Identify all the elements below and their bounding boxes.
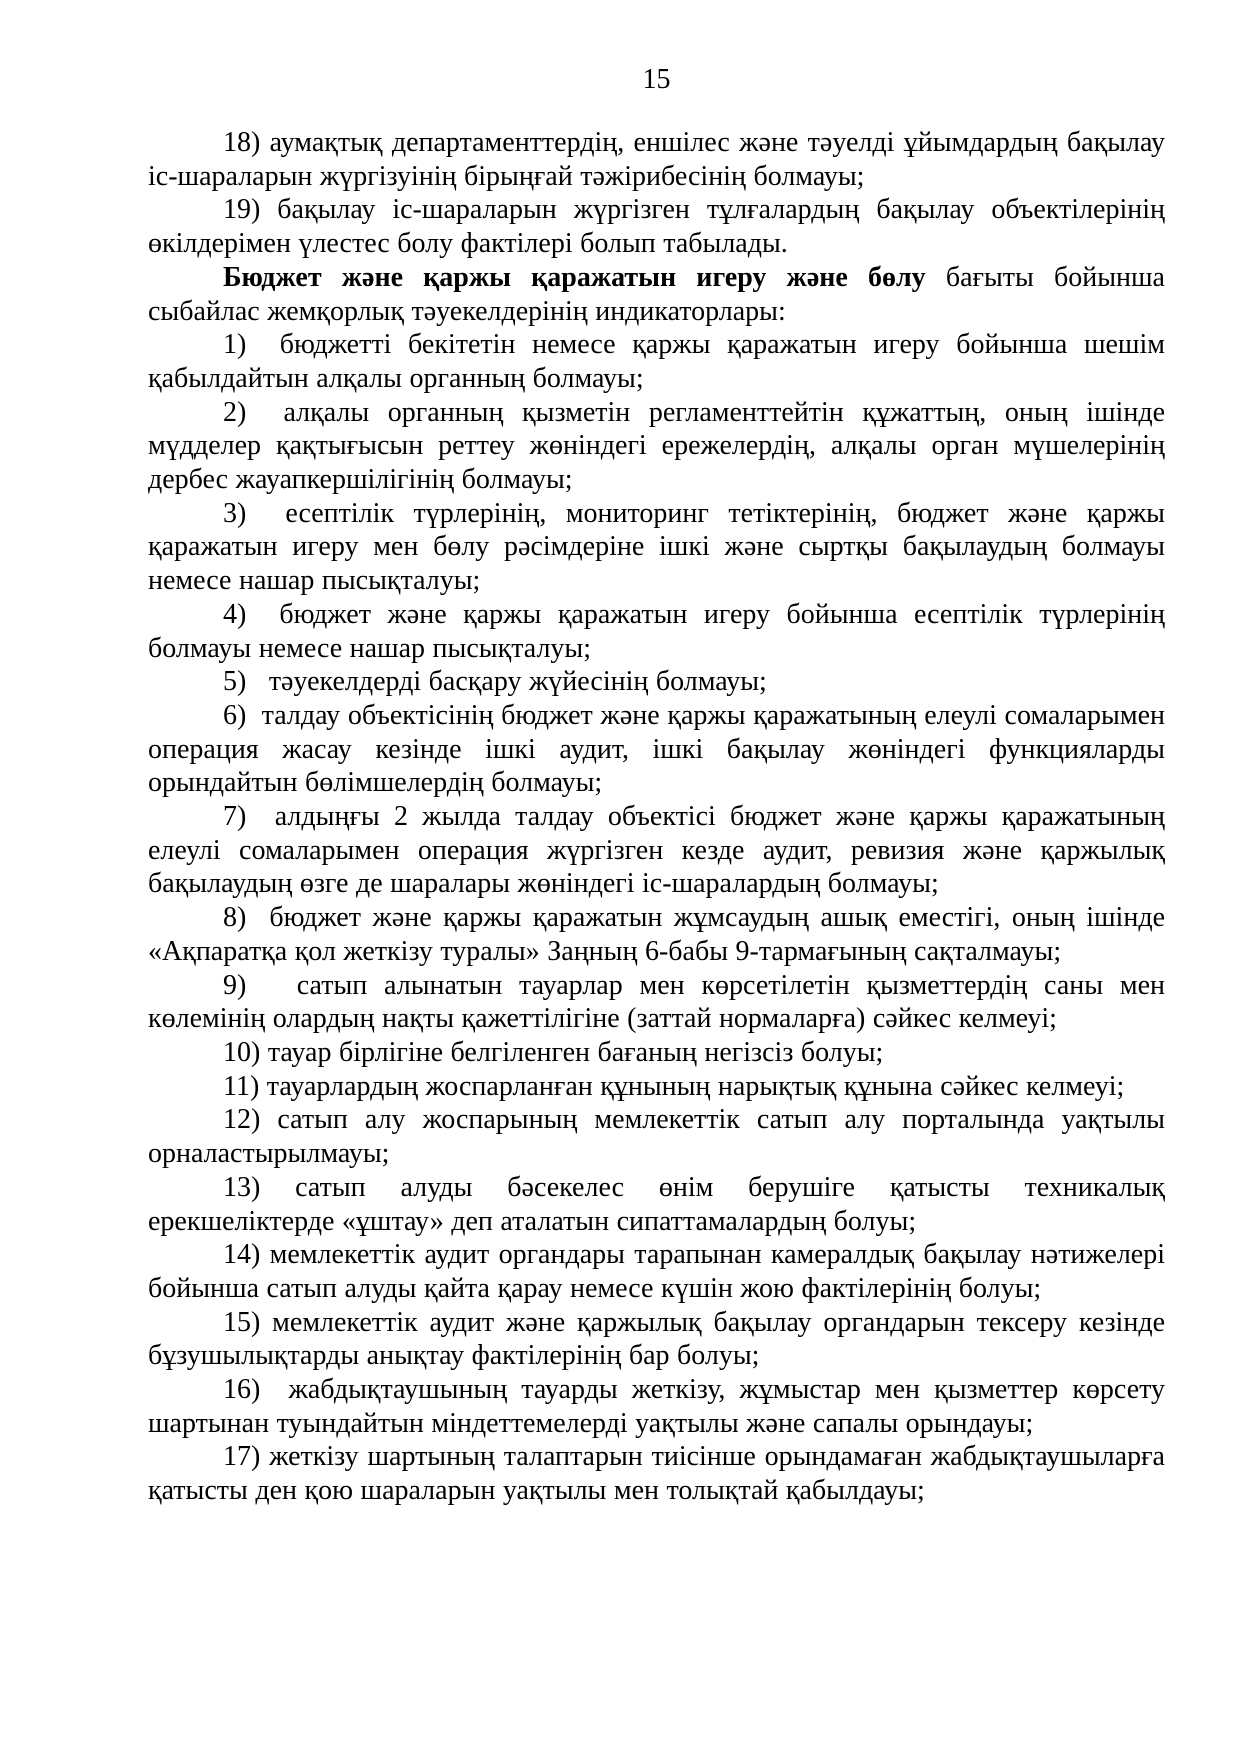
indicator-16: 16) жабдықтаушының тауарды жеткізу, жұмыстар мен қызметтер көрсету шартынан туындайтын міндеттемелерді уақтылы және сапалы орындауы; (148, 1374, 1165, 1439)
indicator-17: 17) жеткізу шартының талаптарын тиісінше орындамаған жабдықтаушыларға қатысты ден қою шараларын уақтылы мен толықтай қабылдауы; (148, 1441, 1165, 1507)
indicator-15: 15) мемлекеттік аудит және қаржылық бақылау органдарын тексеру кезінде бұзушылықтарды анықтау фактілерінің бар болуы; (148, 1306, 1165, 1372)
section-heading-bold-lead: Бюджет және қаржы қаражатын игеру және бөлу (223, 261, 926, 293)
clause-18: 18) аумақтық департаменттердің, еншілес және тәуелді ұйымдардың бақылау іс-шараларын жүргізуінің бірыңғай тәжірибесінің болмауы; (148, 127, 1165, 192)
indicator-14: 14) мемлекеттік аудит органдары тарапынан камералдық бақылау нәтижелері бойынша сатып алуды қайта қарау немесе күшін жою фактілерінің болуы; (148, 1239, 1165, 1304)
indicator-3: 3) есептілік түрлерінің, мониторинг тетіктерінің, бюджет және қаржы қаражатын игеру мен бөлу рәсімдеріне ішкі және сыртқы бақылаудың болмауы немесе нашар пысықталуы; (148, 497, 1165, 597)
indicator-6: 6) талдау объектісінің бюджет және қаржы қаражатының елеулі сомаларымен операция жасау кезінде ішкі аудит, ішкі бақылау жөніндегі функцияларды орындайтын бөлімшелердің болмауы; (148, 699, 1165, 799)
section-heading-rest: бағыты бойынша сыбайлас жемқорлық тәуекелдерінің индикаторлары: (148, 261, 1165, 327)
indicator-8: 8) бюджет және қаржы қаражатын жұмсаудың ашық еместігі, оның ішінде «Ақпаратқа қол жеткізу туралы» Заңның 6-бабы 9-тармағының сақталмауы; (148, 902, 1165, 967)
clause-19: 19) бақылау іс-шараларын жүргізген тұлғалардың бақылау объектілерінің өкілдерімен үлестес болу фактілері болып табылады. (148, 194, 1165, 260)
indicator-9: 9) сатып алынатын тауарлар мен көрсетілетін қызметтердің саны мен көлемінің олардың нақты қажеттілігіне (заттай нормаларға) сәйкес келмеуі; (148, 969, 1165, 1035)
section-heading-budget (148, 261, 1165, 328)
indicator-4: 4) бюджет және қаржы қаражатын игеру бойынша есептілік түрлерінің болмауы немесе нашар пысықталуы; (148, 598, 1165, 664)
indicator-13: 13) сатып алуды бәсекелес өнім берушіге қатысты техникалық ерекшеліктерде «ұштау» деп аталатын сипаттамалардың болуы; (148, 1171, 1165, 1237)
indicator-12: 12) сатып алу жоспарының мемлекеттік сатып алу порталында уақтылы орналастырылмауы; (148, 1104, 1165, 1170)
indicator-7: 7) алдыңғы 2 жылда талдау объектісі бюджет және қаржы қаражатының елеулі сомаларымен операция жүргізген кезде аудит, ревизия және қаржылық бақылаудың өзге де шаралары жөніндегі іс-шаралардың болмауы; (148, 801, 1165, 900)
indicator-5: 5) тәуекелдерді басқару жүйесінің болмауы; (223, 666, 767, 698)
text-content (148, 126, 1165, 1508)
indicator-2: 2) алқалы органның қызметін регламенттейтін құжаттың, оның ішінде мүдделер қақтығысын реттеу жөніндегі ережелердің, алқалы орган мүшелерінің дербес жауапкершілігінің болмауы; (148, 396, 1165, 496)
indicator-1: 1) бюджетті бекітетін немесе қаржы қаражатын игеру бойынша шешім қабылдайтын алқалы органның болмауы; (148, 329, 1165, 394)
page-number: 15 (642, 64, 671, 95)
indicator-11: 11) тауарлардың жоспарланған құнының нарықтық құнына сәйкес келмеуі; (223, 1070, 1125, 1102)
indicator-10: 10) тауар бірлігіне белгіленген бағаның негізсіз болуы; (223, 1036, 884, 1068)
